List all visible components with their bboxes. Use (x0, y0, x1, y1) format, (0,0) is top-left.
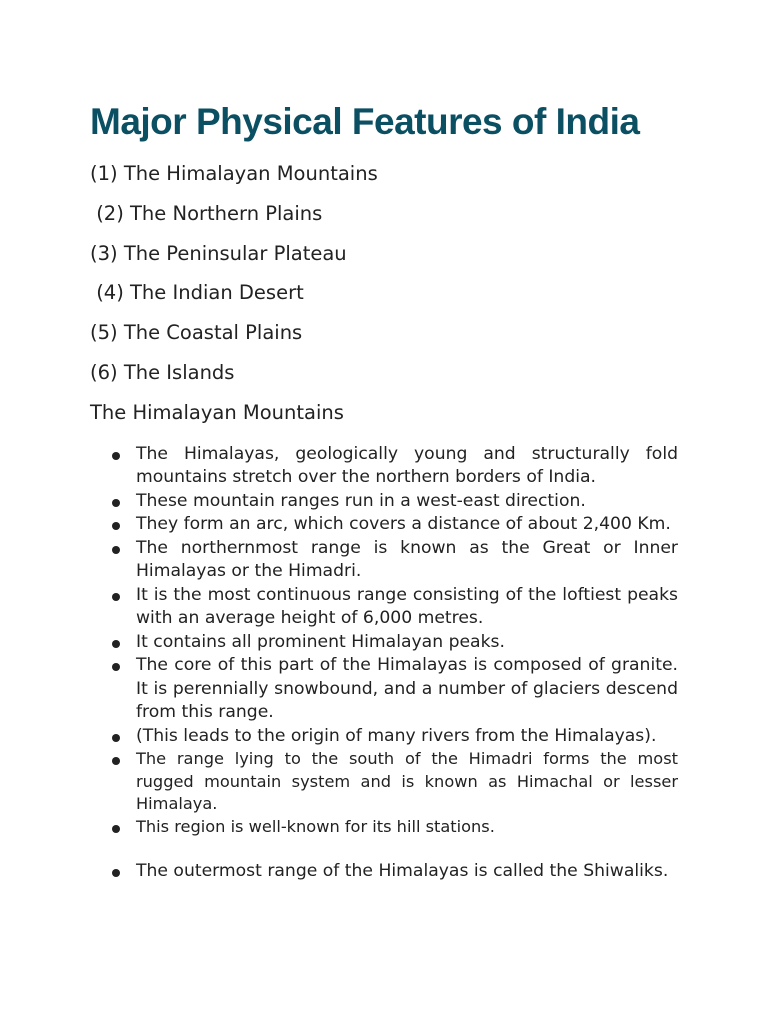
bullet-text: They form an arc, which covers a distance of about 2,400 Km. (136, 514, 671, 535)
page-title: Major Physical Features of India (90, 101, 640, 142)
bullet-dot-icon (112, 825, 120, 833)
bullet-text: The range lying to the south of the Himadri forms the most rugged mountain system and is known as Himachal or lesser Himalaya. (136, 749, 678, 814)
bullet-text: The northernmost range is known as the Great or Inner Himalayas or the Himadri. (136, 537, 678, 582)
feature-item: (4) The Indian Desert (90, 281, 304, 305)
bullet-dot-icon (112, 757, 120, 765)
section-heading: The Himalayan Mountains (90, 400, 344, 424)
bullet-dot-icon (112, 499, 120, 507)
feature-item: (6) The Islands (90, 360, 235, 384)
bullet-dot-icon (112, 546, 120, 554)
bullet-item (90, 584, 678, 631)
bullet-item (90, 816, 678, 839)
feature-item: (1) The Himalayan Mountains (90, 162, 378, 185)
bullet-text: It is the most continuous range consisting of the loftiest peaks with an average height of 6,000 metres. (136, 584, 678, 629)
bullet-text: This region is well-known for its hill stations. (136, 816, 495, 836)
bullet-text: These mountain ranges run in a west-east direction. (136, 490, 586, 511)
feature-item: (2) The Northern Plains (90, 201, 323, 225)
himalaya-bullet-list (90, 443, 678, 884)
bullet-dot-icon (112, 452, 120, 460)
bullet-text: The core of this part of the Himalayas is composed of granite. It is perennially snowbound, and a number of glaciers descend from this range. (136, 655, 678, 723)
bullet-item (90, 654, 678, 725)
bullet-text: The outermost range of the Himalayas is called the Shiwaliks. (136, 861, 669, 882)
bullet-item (90, 725, 678, 749)
bullet-text: The Himalayas, geologically young and structurally fold mountains stretch over the northern borders of India. (136, 443, 678, 488)
bullet-item (90, 748, 678, 816)
bullet-item (90, 860, 678, 884)
bullet-text: It contains all prominent Himalayan peaks. (136, 631, 505, 652)
feature-item: (5) The Coastal Plains (90, 321, 303, 345)
bullet-dot-icon (112, 640, 120, 648)
feature-item: (3) The Peninsular Plateau (90, 241, 347, 265)
bullet-item (90, 631, 678, 655)
bullet-item (90, 513, 678, 537)
bullet-dot-icon (112, 869, 120, 877)
bullet-dot-icon (112, 663, 120, 671)
bullet-dot-icon (112, 522, 120, 530)
bullet-item (90, 443, 678, 490)
bullet-item (90, 537, 678, 584)
bullet-text: (This leads to the origin of many rivers from the Himalayas). (136, 725, 657, 746)
bullet-item (90, 490, 678, 514)
feature-list (90, 162, 678, 385)
bullet-dot-icon (112, 593, 120, 601)
bullet-dot-icon (112, 734, 120, 742)
